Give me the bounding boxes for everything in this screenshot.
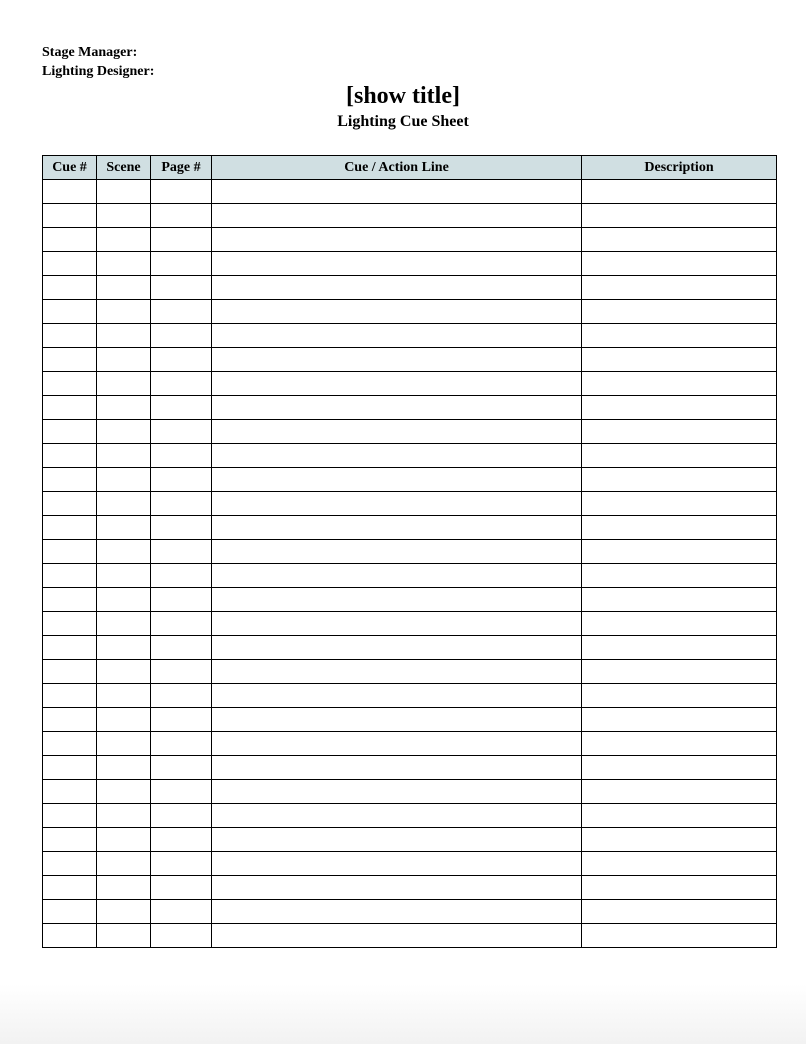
- action-line-cell[interactable]: [212, 828, 582, 852]
- scene-cell[interactable]: [97, 348, 151, 372]
- cue-cell[interactable]: [43, 684, 97, 708]
- description-cell[interactable]: [582, 852, 777, 876]
- scene-cell[interactable]: [97, 252, 151, 276]
- description-cell[interactable]: [582, 372, 777, 396]
- action-line-cell[interactable]: [212, 708, 582, 732]
- scene-cell[interactable]: [97, 780, 151, 804]
- description-cell[interactable]: [582, 420, 777, 444]
- scene-cell[interactable]: [97, 636, 151, 660]
- page-cell[interactable]: [151, 492, 212, 516]
- description-cell[interactable]: [582, 252, 777, 276]
- description-cell[interactable]: [582, 516, 777, 540]
- description-cell[interactable]: [582, 780, 777, 804]
- cue-cell[interactable]: [43, 780, 97, 804]
- cue-cell[interactable]: [43, 444, 97, 468]
- page-cell[interactable]: [151, 252, 212, 276]
- scene-cell[interactable]: [97, 228, 151, 252]
- table-row: [43, 228, 777, 252]
- page-cell[interactable]: [151, 924, 212, 948]
- page-cell[interactable]: [151, 228, 212, 252]
- action-line-cell[interactable]: [212, 420, 582, 444]
- action-line-cell[interactable]: [212, 924, 582, 948]
- description-cell[interactable]: [582, 396, 777, 420]
- title-block: [0, 81, 806, 132]
- cue-cell[interactable]: [43, 612, 97, 636]
- table-row: [43, 636, 777, 660]
- page-cell[interactable]: [151, 540, 212, 564]
- scene-cell[interactable]: [97, 876, 151, 900]
- table-row: [43, 780, 777, 804]
- cue-cell[interactable]: [43, 396, 97, 420]
- page-cell[interactable]: [151, 588, 212, 612]
- cue-cell[interactable]: [43, 372, 97, 396]
- cue-cell[interactable]: [43, 540, 97, 564]
- table-row: [43, 252, 777, 276]
- scene-cell[interactable]: [97, 180, 151, 204]
- cue-cell[interactable]: [43, 324, 97, 348]
- table-row: [43, 684, 777, 708]
- action-line-cell[interactable]: [212, 204, 582, 228]
- scene-cell[interactable]: [97, 852, 151, 876]
- action-line-cell[interactable]: [212, 180, 582, 204]
- column-header-scene: Scene: [97, 156, 151, 180]
- description-cell[interactable]: [582, 540, 777, 564]
- page-cell[interactable]: [151, 852, 212, 876]
- cue-cell[interactable]: [43, 876, 97, 900]
- action-line-cell[interactable]: [212, 756, 582, 780]
- table-row: [43, 468, 777, 492]
- scene-cell[interactable]: [97, 732, 151, 756]
- description-cell[interactable]: [582, 732, 777, 756]
- cue-cell[interactable]: [43, 828, 97, 852]
- cue-cell[interactable]: [43, 708, 97, 732]
- page-cell[interactable]: [151, 444, 212, 468]
- scene-cell[interactable]: [97, 324, 151, 348]
- table-row: [43, 204, 777, 228]
- table-row: [43, 420, 777, 444]
- scene-cell[interactable]: [97, 204, 151, 228]
- page-cell[interactable]: [151, 468, 212, 492]
- cue-cell[interactable]: [43, 900, 97, 924]
- action-line-cell[interactable]: [212, 444, 582, 468]
- table-row: [43, 756, 777, 780]
- page-cell[interactable]: [151, 324, 212, 348]
- table-row: [43, 492, 777, 516]
- cue-cell[interactable]: [43, 180, 97, 204]
- description-cell[interactable]: [582, 324, 777, 348]
- description-cell[interactable]: [582, 444, 777, 468]
- cue-cell[interactable]: [43, 492, 97, 516]
- page-cell[interactable]: [151, 420, 212, 444]
- page-cell[interactable]: [151, 780, 212, 804]
- action-line-cell[interactable]: [212, 588, 582, 612]
- scene-cell[interactable]: [97, 900, 151, 924]
- action-line-cell[interactable]: [212, 372, 582, 396]
- table-row: [43, 852, 777, 876]
- description-cell[interactable]: [582, 900, 777, 924]
- cue-cell[interactable]: [43, 468, 97, 492]
- scene-cell[interactable]: [97, 756, 151, 780]
- description-cell[interactable]: [582, 180, 777, 204]
- table-row: [43, 540, 777, 564]
- table-row: [43, 180, 777, 204]
- cue-cell[interactable]: [43, 588, 97, 612]
- table-row: [43, 612, 777, 636]
- cue-cell[interactable]: [43, 732, 97, 756]
- page-cell[interactable]: [151, 564, 212, 588]
- description-cell[interactable]: [582, 756, 777, 780]
- action-line-cell[interactable]: [212, 684, 582, 708]
- column-header-page: Page #: [151, 156, 212, 180]
- page-bottom-shadow: [0, 984, 806, 1044]
- scene-cell[interactable]: [97, 372, 151, 396]
- description-cell[interactable]: [582, 876, 777, 900]
- table-row: [43, 396, 777, 420]
- description-cell[interactable]: [582, 348, 777, 372]
- action-line-cell[interactable]: [212, 252, 582, 276]
- scene-cell[interactable]: [97, 276, 151, 300]
- page-cell[interactable]: [151, 204, 212, 228]
- page-cell[interactable]: [151, 612, 212, 636]
- description-cell[interactable]: [582, 564, 777, 588]
- column-header-action-line: Cue / Action Line: [212, 156, 582, 180]
- table-row: [43, 876, 777, 900]
- page-cell[interactable]: [151, 516, 212, 540]
- table-row: [43, 708, 777, 732]
- action-line-cell[interactable]: [212, 276, 582, 300]
- page-cell[interactable]: [151, 636, 212, 660]
- cue-cell[interactable]: [43, 852, 97, 876]
- action-line-cell[interactable]: [212, 492, 582, 516]
- stage-manager-label: Stage Manager:: [42, 45, 138, 60]
- cue-cell[interactable]: [43, 636, 97, 660]
- page-cell[interactable]: [151, 708, 212, 732]
- scene-cell[interactable]: [97, 804, 151, 828]
- description-cell[interactable]: [582, 228, 777, 252]
- table-row: [43, 924, 777, 948]
- table-row: [43, 660, 777, 684]
- table-row: [43, 300, 777, 324]
- action-line-cell[interactable]: [212, 468, 582, 492]
- description-cell[interactable]: [582, 204, 777, 228]
- table-row: [43, 564, 777, 588]
- action-line-cell[interactable]: [212, 324, 582, 348]
- action-line-cell[interactable]: [212, 516, 582, 540]
- table-row: [43, 444, 777, 468]
- cue-table-body: [43, 180, 777, 948]
- cue-cell[interactable]: [43, 276, 97, 300]
- table-header-row: [43, 156, 777, 180]
- description-cell[interactable]: [582, 636, 777, 660]
- description-cell[interactable]: [582, 924, 777, 948]
- cue-cell[interactable]: [43, 420, 97, 444]
- page-cell[interactable]: [151, 900, 212, 924]
- cue-cell[interactable]: [43, 804, 97, 828]
- column-header-cue: Cue #: [43, 156, 97, 180]
- cue-cell[interactable]: [43, 204, 97, 228]
- table-row: [43, 588, 777, 612]
- page-cell[interactable]: [151, 276, 212, 300]
- scene-cell[interactable]: [97, 708, 151, 732]
- lighting-designer-label: Lighting Designer:: [42, 64, 155, 79]
- cue-cell[interactable]: [43, 252, 97, 276]
- cue-cell[interactable]: [43, 756, 97, 780]
- cue-cell[interactable]: [43, 516, 97, 540]
- action-line-cell[interactable]: [212, 732, 582, 756]
- action-line-cell[interactable]: [212, 564, 582, 588]
- scene-cell[interactable]: [97, 516, 151, 540]
- page-cell[interactable]: [151, 876, 212, 900]
- description-cell[interactable]: [582, 828, 777, 852]
- scene-cell[interactable]: [97, 300, 151, 324]
- scene-cell[interactable]: [97, 924, 151, 948]
- action-line-cell[interactable]: [212, 780, 582, 804]
- page-cell[interactable]: [151, 732, 212, 756]
- page-cell[interactable]: [151, 660, 212, 684]
- cue-cell[interactable]: [43, 660, 97, 684]
- action-line-cell[interactable]: [212, 804, 582, 828]
- action-line-cell[interactable]: [212, 348, 582, 372]
- action-line-cell[interactable]: [212, 852, 582, 876]
- description-cell[interactable]: [582, 684, 777, 708]
- sheet-subtitle: Lighting Cue Sheet: [337, 113, 469, 130]
- page-cell[interactable]: [151, 300, 212, 324]
- action-line-cell[interactable]: [212, 300, 582, 324]
- description-cell[interactable]: [582, 276, 777, 300]
- cue-cell[interactable]: [43, 228, 97, 252]
- scene-cell[interactable]: [97, 612, 151, 636]
- table-row: [43, 900, 777, 924]
- show-title: [show title]: [346, 83, 460, 109]
- page-cell[interactable]: [151, 372, 212, 396]
- scene-cell[interactable]: [97, 564, 151, 588]
- table-row: [43, 324, 777, 348]
- description-cell[interactable]: [582, 588, 777, 612]
- action-line-cell[interactable]: [212, 612, 582, 636]
- scene-cell[interactable]: [97, 396, 151, 420]
- action-line-cell[interactable]: [212, 876, 582, 900]
- action-line-cell[interactable]: [212, 636, 582, 660]
- description-cell[interactable]: [582, 300, 777, 324]
- page-cell[interactable]: [151, 756, 212, 780]
- table-row: [43, 516, 777, 540]
- column-header-description: Description: [582, 156, 777, 180]
- scene-cell[interactable]: [97, 588, 151, 612]
- action-line-cell[interactable]: [212, 660, 582, 684]
- description-cell[interactable]: [582, 708, 777, 732]
- table-row: [43, 276, 777, 300]
- cue-cell[interactable]: [43, 348, 97, 372]
- cue-cell[interactable]: [43, 300, 97, 324]
- page-cell[interactable]: [151, 828, 212, 852]
- action-line-cell[interactable]: [212, 396, 582, 420]
- cue-cell[interactable]: [43, 564, 97, 588]
- action-line-cell[interactable]: [212, 540, 582, 564]
- scene-cell[interactable]: [97, 660, 151, 684]
- credits-block: [42, 43, 154, 81]
- scene-cell[interactable]: [97, 444, 151, 468]
- cue-table: [42, 155, 777, 948]
- scene-cell[interactable]: [97, 492, 151, 516]
- scene-cell[interactable]: [97, 684, 151, 708]
- page-cell[interactable]: [151, 348, 212, 372]
- table-row: [43, 828, 777, 852]
- table-row: [43, 348, 777, 372]
- description-cell[interactable]: [582, 492, 777, 516]
- cue-cell[interactable]: [43, 924, 97, 948]
- table-row: [43, 732, 777, 756]
- action-line-cell[interactable]: [212, 228, 582, 252]
- page-cell[interactable]: [151, 180, 212, 204]
- description-cell[interactable]: [582, 660, 777, 684]
- page-cell[interactable]: [151, 396, 212, 420]
- description-cell[interactable]: [582, 468, 777, 492]
- scene-cell[interactable]: [97, 420, 151, 444]
- description-cell[interactable]: [582, 612, 777, 636]
- description-cell[interactable]: [582, 804, 777, 828]
- page-cell[interactable]: [151, 684, 212, 708]
- table-row: [43, 372, 777, 396]
- table-row: [43, 804, 777, 828]
- scene-cell[interactable]: [97, 828, 151, 852]
- action-line-cell[interactable]: [212, 900, 582, 924]
- page-cell[interactable]: [151, 804, 212, 828]
- scene-cell[interactable]: [97, 540, 151, 564]
- scene-cell[interactable]: [97, 468, 151, 492]
